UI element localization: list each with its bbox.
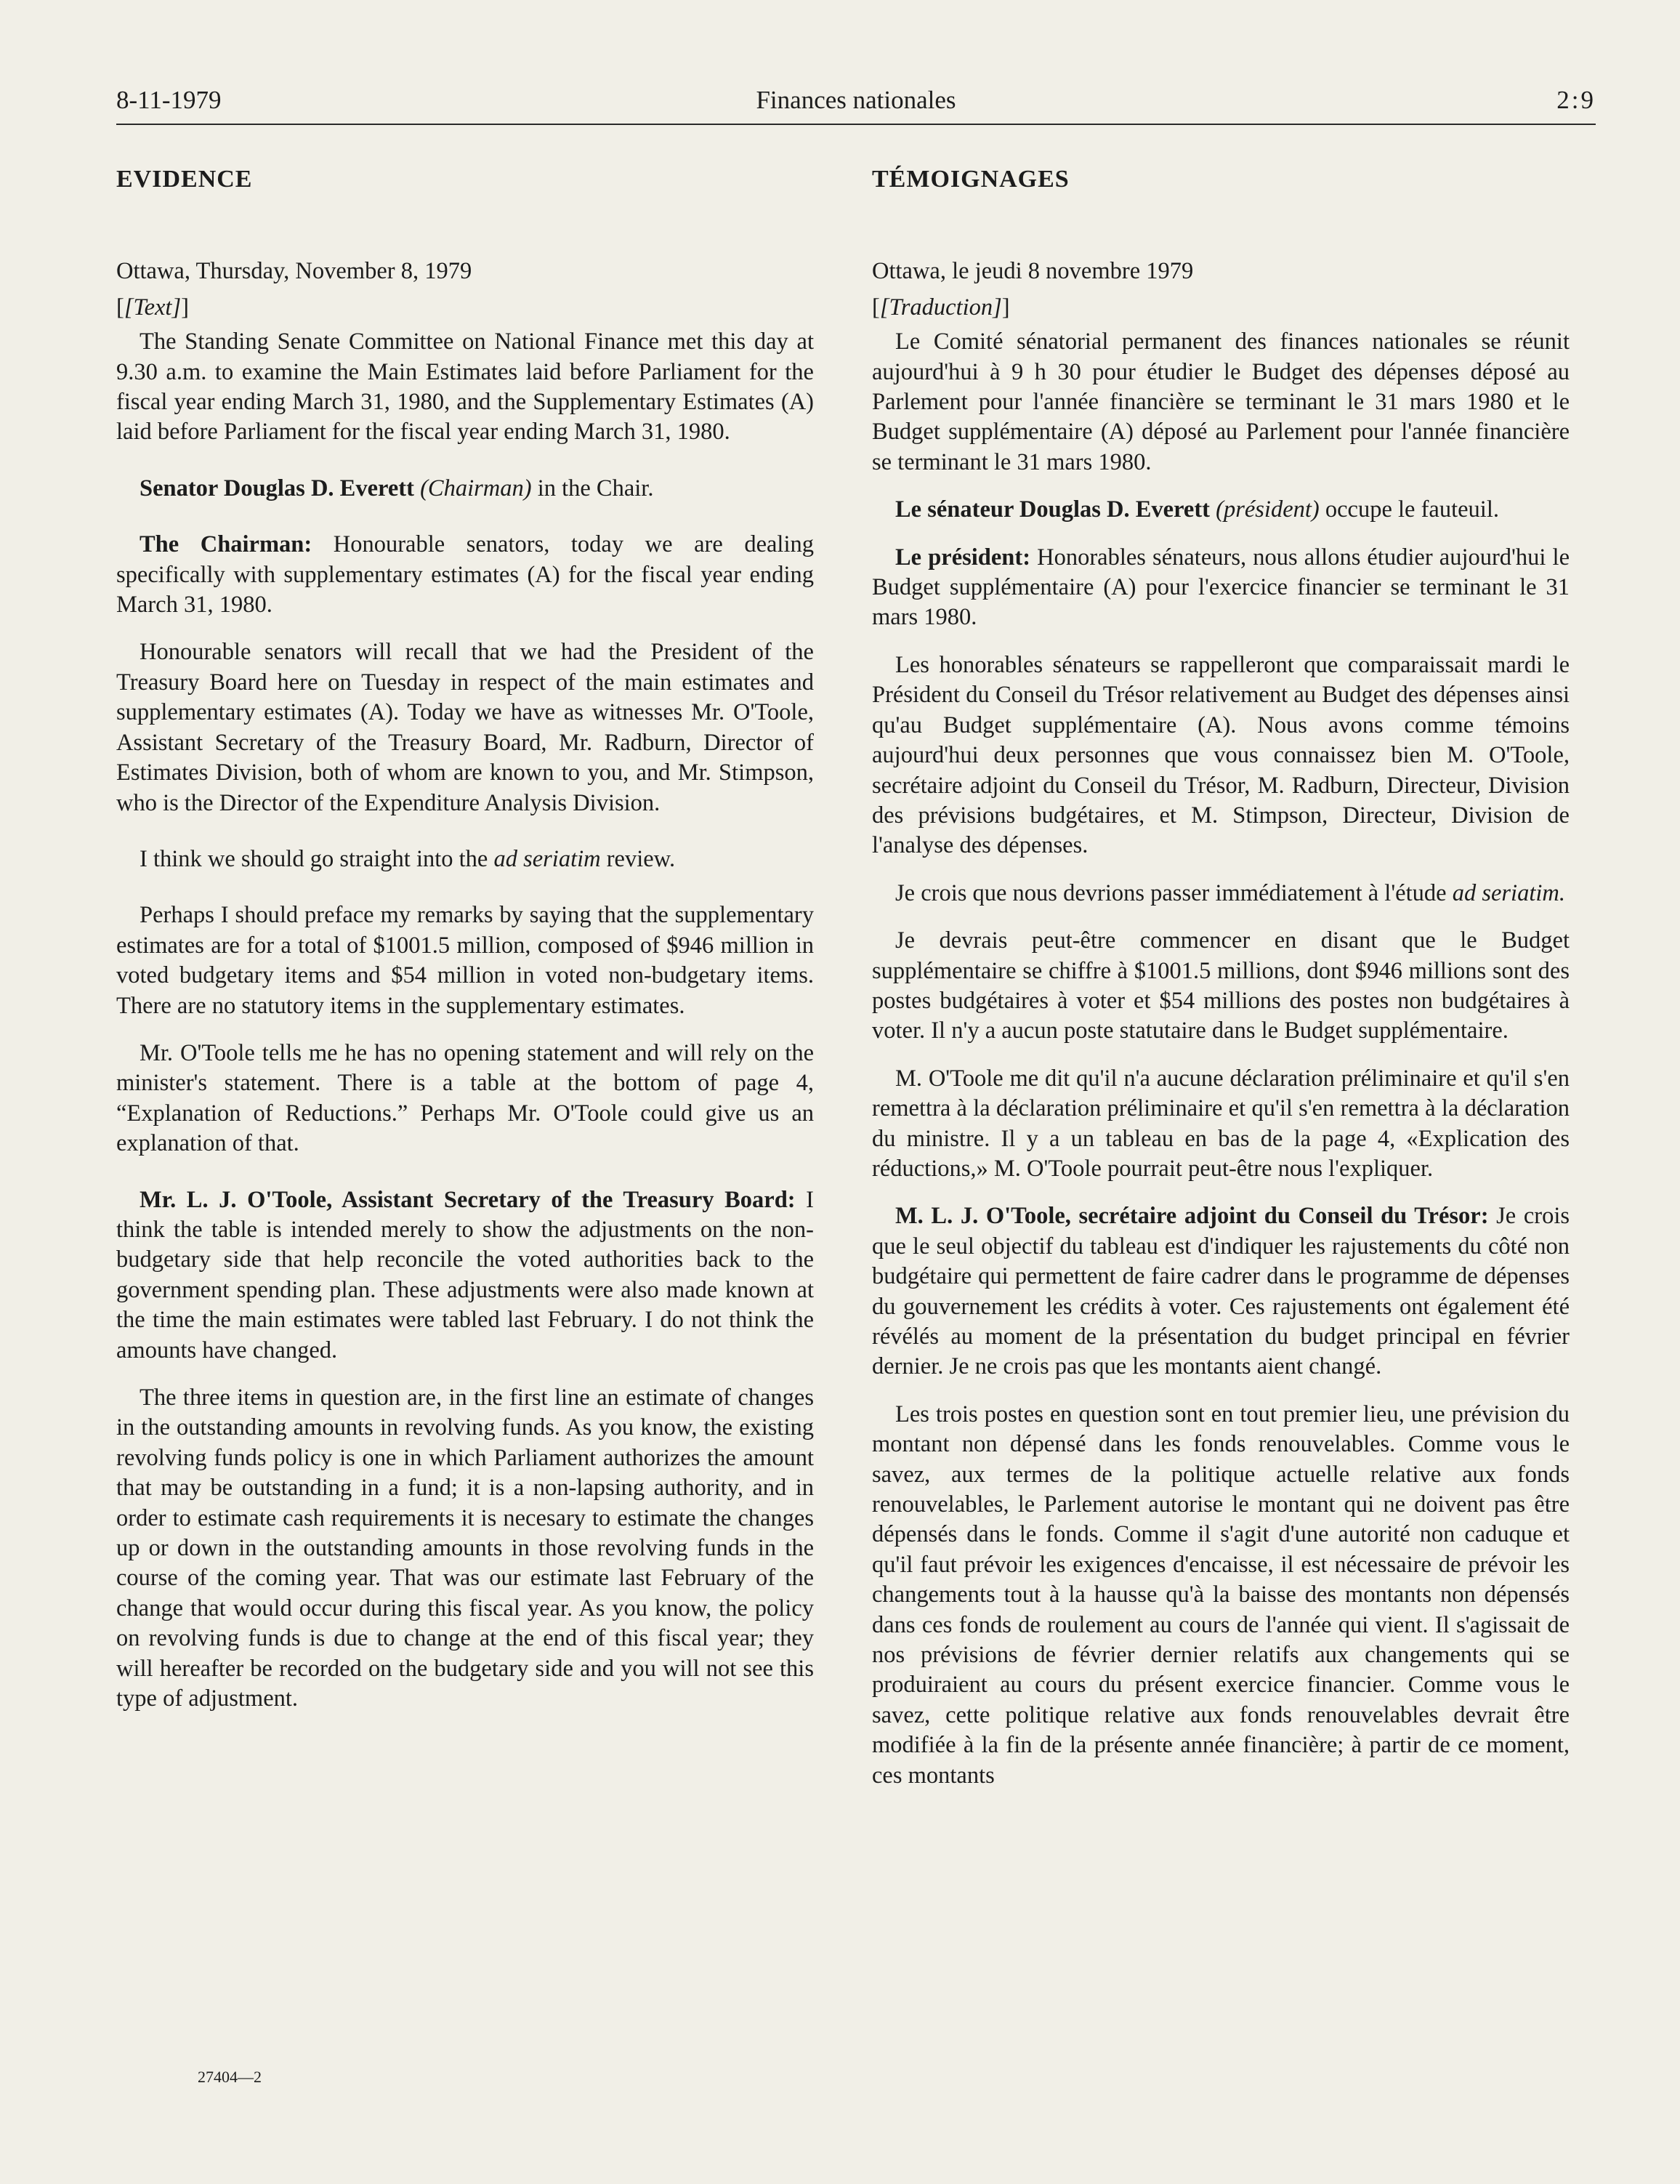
paragraph-text: Je crois que le seul objectif du tableau est d'indiquer les rajustements du côté non budgétaire qui permettent de faire cadrer dans le programme de dépenses du gouvernement les crédits à voter. Ces rajustements ont également été révélés au moment de la présentation du budget principal en février dernier. Je ne crois pas que les montants aient changé. (872, 1203, 1570, 1380)
speaker: M. L. J. O'Toole, secrétaire adjoint du Conseil du Trésor: (895, 1203, 1489, 1230)
language-tag: [[Traduction]] (872, 294, 1010, 321)
speaker: Mr. L. J. O'Toole, Assistant Secretary of the Treasury Board: (140, 1186, 796, 1213)
paragraph-5 (872, 879, 1570, 908)
paragraph-6: Perhaps I should preface my remarks by saying that the supplementary estimates are for a total of $1001.5 million, composed of $946 million in voted budgetary items and $54 million in voted non-budgetary items. There are no statutory items in the supplementary estimates. (116, 902, 814, 1019)
paragraph-text: I think the table is intended merely to show the adjustments on the non-budgetary side that help reconcile the voted authorities back to the government spending plan. These adjustments were also made known at the time the main estimates were tabled last February. I do not think the amounts have changed. (116, 1186, 814, 1363)
paragraph-7: M. O'Toole me dit qu'il n'a aucune déclaration préliminaire et qu'il s'en remettra à la déclaration préliminaire et qu'il s'en remettra à la déclaration du ministre. Il y a un tableau en bas de la page 4, «Explication des réductions,» M. O'Toole pourrait peut-être nous l'expliquer. (872, 1065, 1570, 1182)
speaker-role: (Chairman) (420, 475, 532, 501)
speaker: Le sénateur Douglas D. Everett (895, 496, 1210, 523)
paragraph-2 (872, 495, 1570, 525)
paragraph-4: Les honorables sénateurs se rappelleront que comparaissait mardi le Président du Conseil du Trésor relativement au Budget des dépenses ainsi qu'au Budget supplémentaire (A). Nous avons comme témoins aujourd'hui deux personnes que vous connaissez bien M. O'Toole, secrétaire adjoint du Conseil du Trésor, M. Radburn, Directeur, Division des prévisions budgétaires, et M. Stimpson, Directeur, Division de l'analyse des dépenses. (872, 651, 1570, 859)
paragraph-1: The Standing Senate Committee on National Finance met this day at 9.30 a.m. to examine the Main Estimates laid before Parliament for the fiscal year ending March 31, 1980, and the Supplementary Estimates (A) laid before Parliament for the fiscal year ending March 31, 1980. (116, 329, 814, 446)
paragraph-text: Je crois que nous devrions passer immédiatement à l'étude (895, 879, 1453, 906)
column-heading: TÉMOIGNAGES (872, 166, 1070, 193)
column-heading: EVIDENCE (116, 166, 253, 193)
paragraph-9: The three items in question are, in the first line an estimate of changes in the outstanding amounts in revolving funds. As you know, the existing revolving funds policy is one in which Parliament authorizes the amount that may be outstanding in a fund; it is a non-lapsing authority, and in order to estimate cash requirements it is necesary to estimate the changes up or down in the outstanding amounts in those revolving funds in the course of the coming year. That was our estimate last February of the change that would occur during this fiscal year. As you know, the policy on revolving funds is due to change at the end of this fiscal year; they will hereafter be recorded on the budgetary side and you will not see this type of adjustment. (116, 1385, 814, 1712)
speaker-role: (président) (1216, 496, 1320, 523)
print-code: 27404—2 (198, 2068, 262, 2086)
page-header (116, 86, 1596, 125)
dateline: Ottawa, le jeudi 8 novembre 1979 (872, 258, 1194, 285)
paragraph-text: I think we should go straight into the (140, 845, 494, 872)
paragraph-text: Honourable senators, today we are dealing specifically with supplementary estimates (A) for the fiscal year ending March 31, 1980. (116, 531, 814, 618)
paragraph-7: Mr. O'Toole tells me he has no opening statement and will rely on the minister's statement. There is a table at the bottom of page 4, “Explanation of Reductions.” Perhaps Mr. O'Toole could give us an explanation of that. (116, 1039, 814, 1157)
speaker: Le président: (895, 544, 1031, 571)
dateline: Ottawa, Thursday, November 8, 1979 (116, 258, 472, 285)
header-title: Finances nationales (756, 86, 956, 114)
language-tag-text: [Text] (124, 294, 182, 321)
paragraph-6: Je devrais peut-être commencer en disant que le Budget supplémentaire se chiffre à $1001.5 millions, dont $946 millions sont des postes budgétaires à voter et $54 millions des postes non budgétaires à voter. Il n'y a aucun poste statutaire dans le Budget supplémentaire. (872, 927, 1570, 1044)
header-page-number: 2:9 (1556, 86, 1596, 114)
paragraph-5 (116, 845, 814, 874)
paragraph-1: Le Comité sénatorial permanent des finances nationales se réunit aujourd'hui à 9 h 30 pour étudier le Budget des dépenses déposé au Parlement pour l'année financière se terminant le 31 mars 1980 et le Budget supplémentaire (A) déposé au Parlement pour l'année financière se terminant le 31 mars 1980. (872, 329, 1570, 475)
paragraph-text: occupe le fauteuil. (1319, 496, 1499, 523)
speaker: The Chairman: (140, 531, 312, 558)
paragraph-8 (116, 1185, 814, 1366)
paragraph-8 (872, 1201, 1570, 1382)
paragraph-text: in the Chair. (531, 475, 654, 501)
paragraph-text: review. (600, 845, 676, 872)
language-tag: [[Text]] (116, 294, 189, 321)
paragraph-text: Honorables sénateurs, nous allons étudier aujourd'hui le Budget supplémentaire (A) pour l'exercice financier se terminant le 31 mars 1980. (872, 544, 1570, 631)
paragraph-3 (116, 530, 814, 620)
french-column (872, 154, 1570, 1808)
latin-term: ad seriatim. (1452, 879, 1565, 906)
paragraph-2 (116, 474, 814, 504)
paragraph-3 (872, 543, 1570, 633)
english-column (116, 154, 814, 1731)
speaker: Senator Douglas D. Everett (140, 475, 414, 501)
language-tag-text: [Traduction] (879, 294, 1002, 321)
latin-term: ad seriatim (493, 845, 601, 872)
header-date: 8-11-1979 (116, 86, 222, 114)
paragraph-4: Honourable senators will recall that we had the President of the Treasury Board here on Tuesday in respect of the main estimates and supplementary estimates (A). Today we have as witnesses Mr. O'Toole, Assistant Secretary of the Treasury Board, Mr. Radburn, Director of Estimates Division, both of whom are known to you, and Mr. Stimpson, who is the Director of the Expenditure Analysis Division. (116, 639, 814, 816)
paragraph-9: Les trois postes en question sont en tout premier lieu, une prévision du montant non dépensé dans les fonds renouvelables. Comme vous le savez, aux termes de la politique actuelle relative aux fonds renouvelables, le Parlement autorise le montant qui ne doivent pas être dépensés dans le fonds. Comme il s'agit d'une autorité non caduque et qu'il faut prévoir les exigences d'encaisse, il est nécessaire de prévoir les changements tout à la hausse qu'à la baisse des montants non dépensés dans ces fonds de roulement au cours de l'année qui vient. Il s'agissait de nos prévisions de février dernier relatifs aux changements qui se produiraient au cours du présent exercice financier. Comme vous le savez, cette politique relative aux fonds renouvelables devrait être modifiée à la fin de la présente année financière; à partir de ce moment, ces montants (872, 1401, 1570, 1789)
